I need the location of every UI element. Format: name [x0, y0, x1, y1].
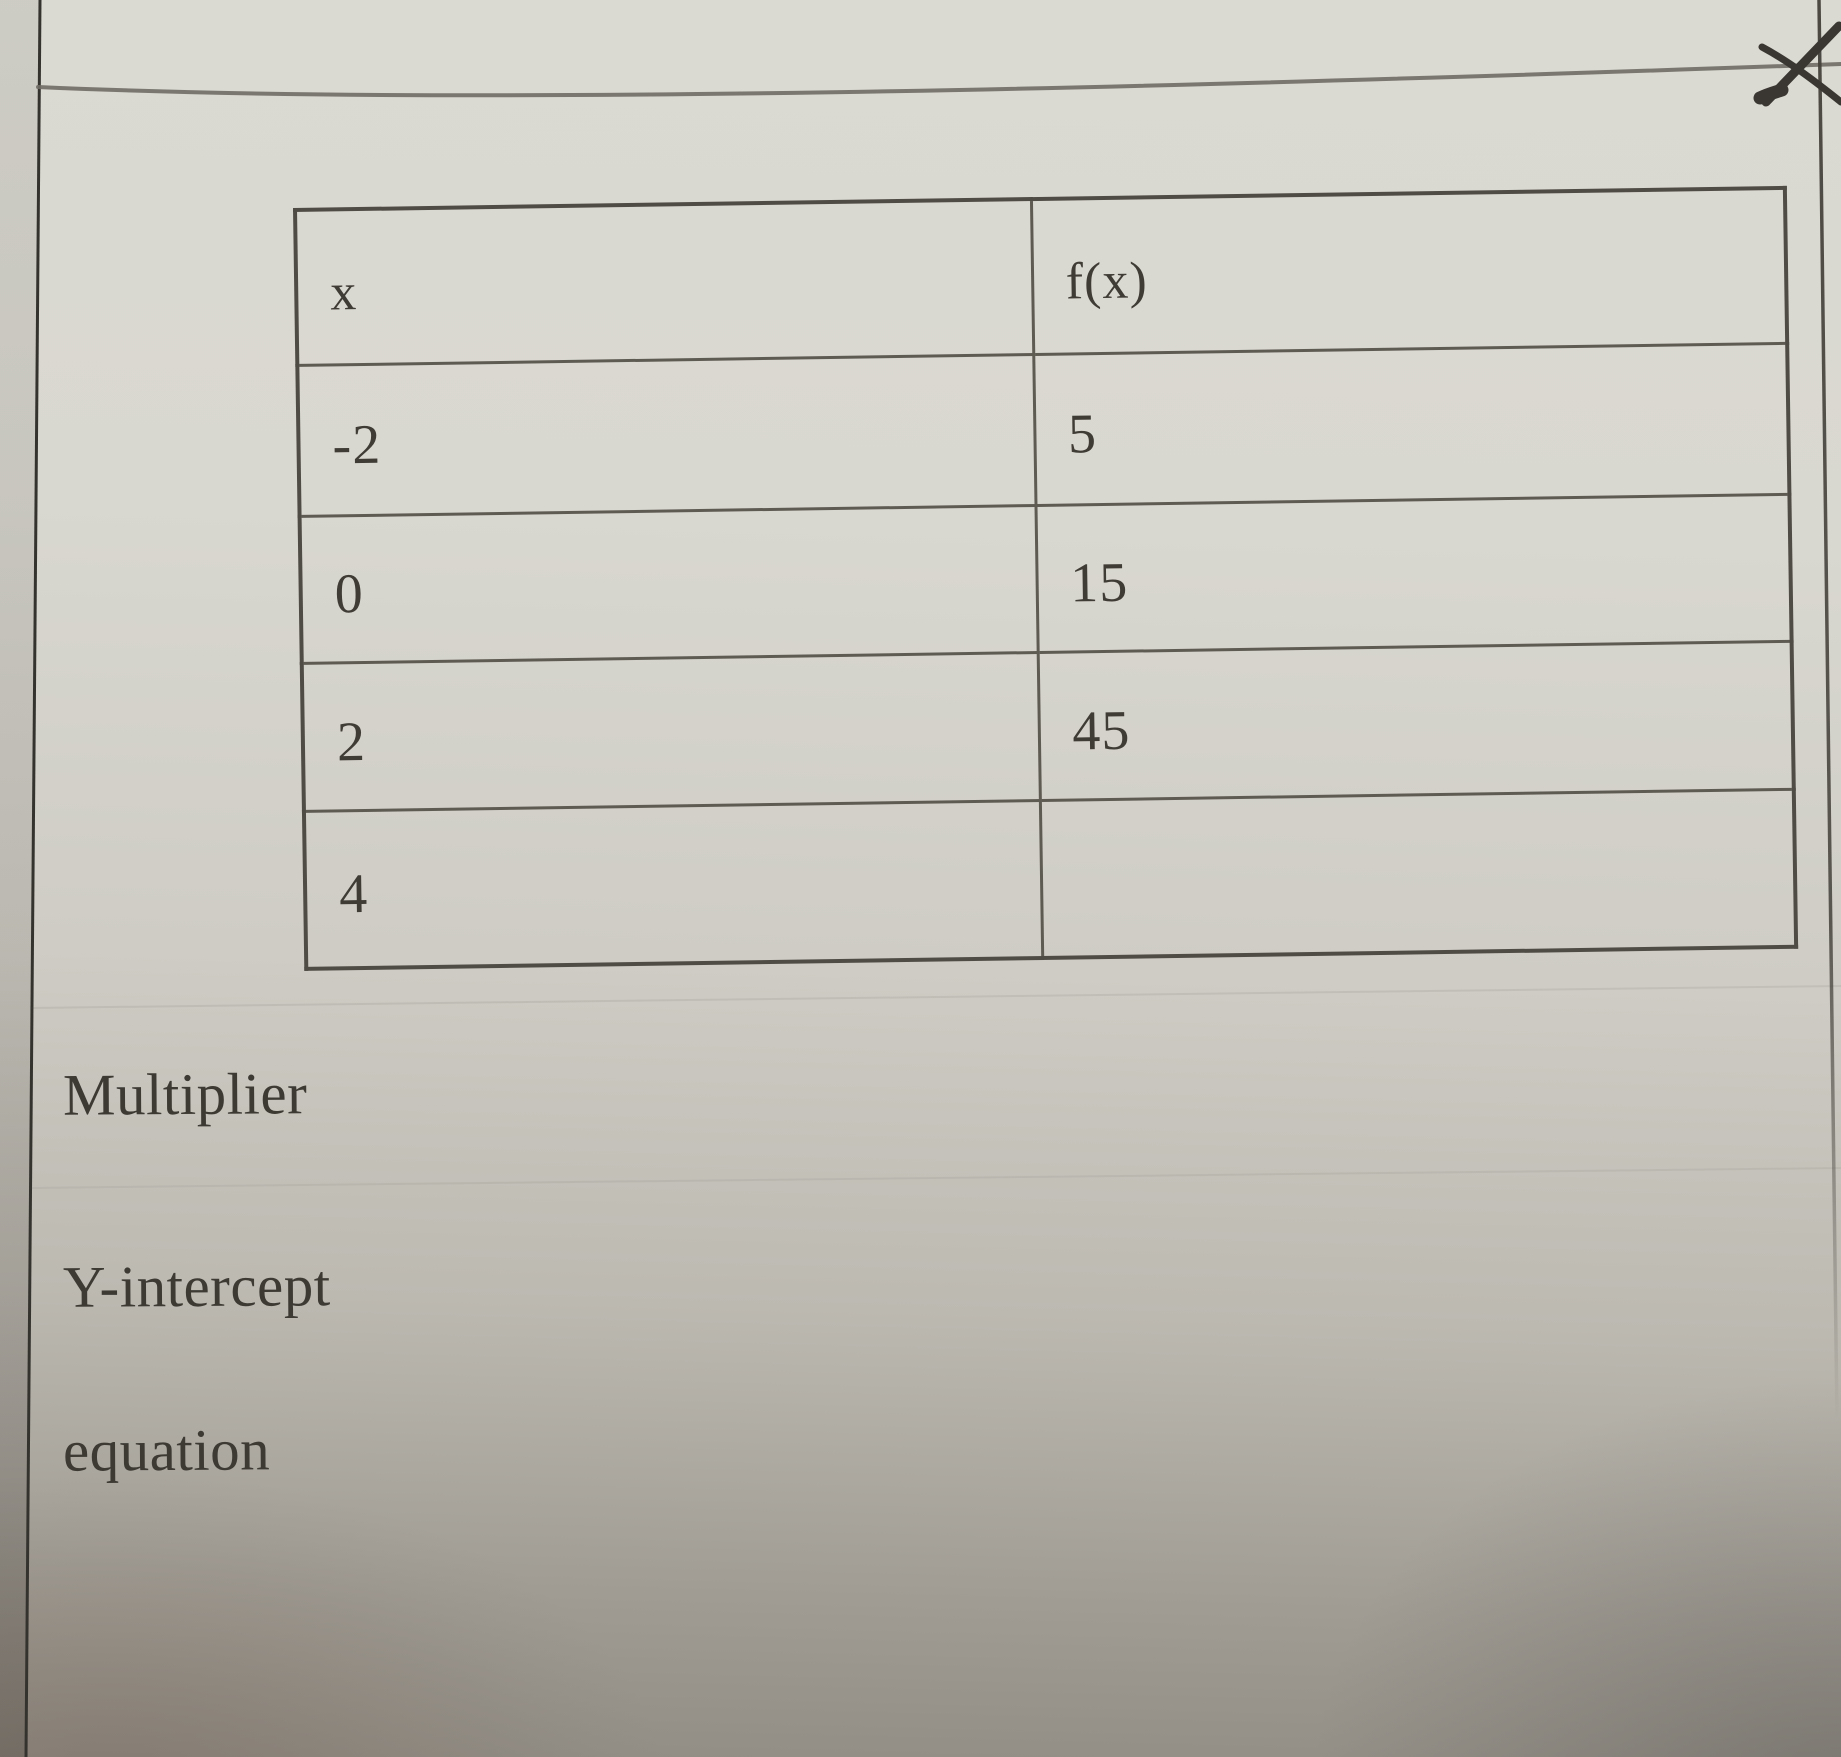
header-cell-x: x	[295, 199, 1033, 365]
ghost-rule-2	[30, 1168, 1841, 1188]
header-cell-fx: f(x)	[1031, 188, 1787, 355]
y-intercept-label: Y-intercept	[62, 1252, 331, 1320]
ghost-rule-1	[30, 986, 1841, 1008]
cell-x-value: 2	[302, 653, 1040, 812]
cell-fx-value: 5	[1033, 343, 1789, 505]
multiplier-label: Multiplier	[62, 1060, 308, 1128]
cell-fx-value: 45	[1038, 641, 1794, 800]
cell-x-value: 0	[300, 506, 1038, 664]
top-rule	[38, 64, 1841, 95]
cell-fx-value: 15	[1036, 494, 1792, 652]
cell-x-value: 4	[304, 800, 1042, 968]
equation-label: equation	[62, 1416, 271, 1484]
right-margin-rule	[1819, 0, 1837, 1420]
cell-x-value: -2	[297, 355, 1035, 517]
